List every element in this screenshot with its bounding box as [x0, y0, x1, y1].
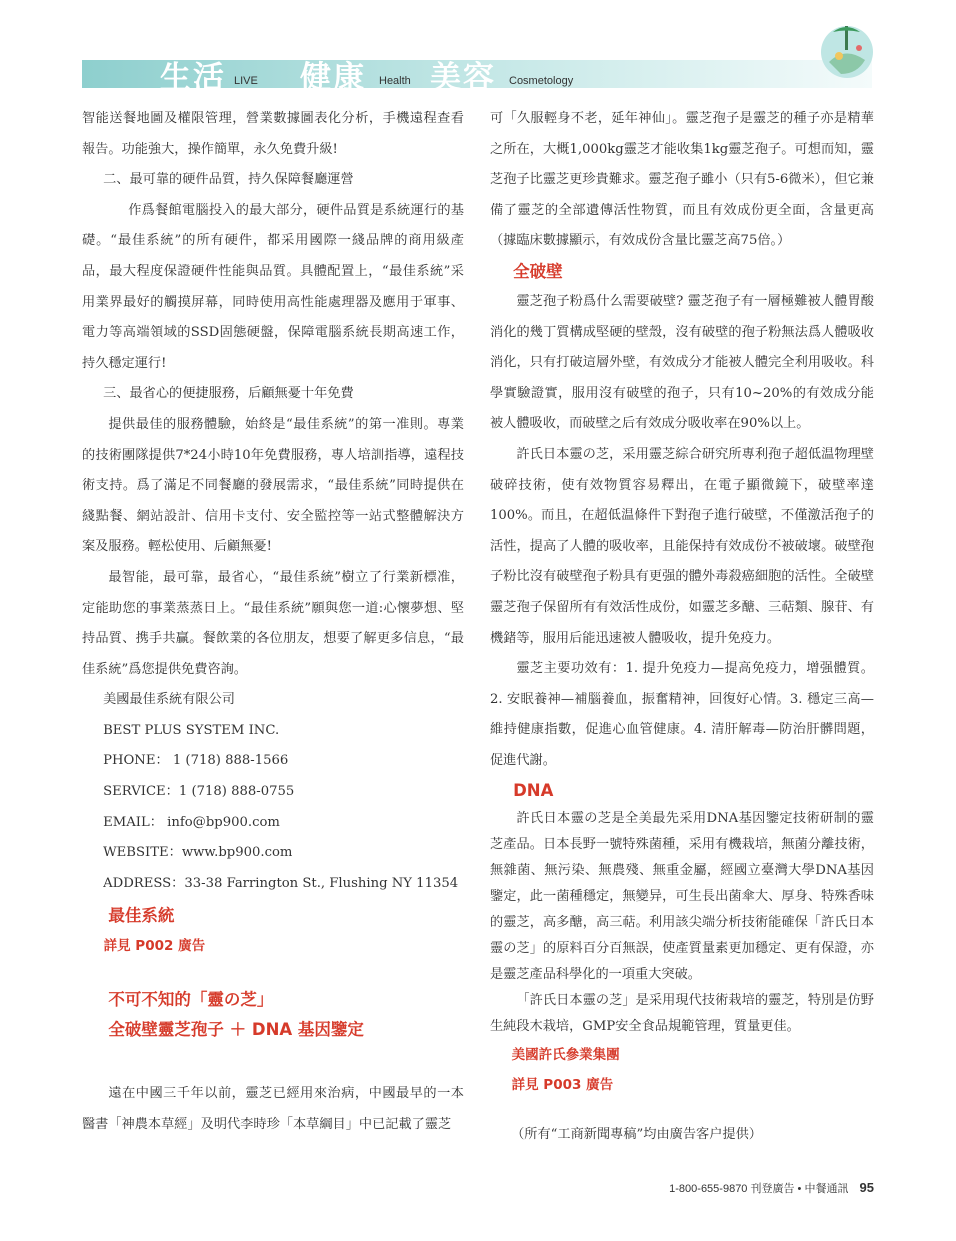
contact-service: SERVICE：1 (718) 888-0755 [103, 784, 295, 800]
left-paragraph-1: 智能送餐地圖及權限管理，營業數據圖表化分析，手機遠程查看報告。功能強大，操作簡單，永久免費升級! [82, 111, 464, 157]
footer-label: 刊登廣告 • 中餐通訊 [750, 1183, 849, 1195]
globe-icon [815, 18, 879, 82]
see-ad-p002: 詳見 P002 廣告 [103, 938, 206, 955]
right-paragraph-5: 許氏日本靈の芝是全美最先采用DNA基因鑒定技術研制的靈芝產品。日本長野一號特殊菌種，采用有機栽培，無菌分離技術，無雜菌、無污染、無農殘、無重金屬，經國立臺灣大學DNA基因鑒定，此一菌種穩定，無變异，可生長出菌傘大、厚身、特殊香味的靈芝，高多醣，高三萜。利用該尖端分析技術能確保「許氏日本靈の芝」的原料百分百無誤，使產質量素更加穩定、更有保證，亦是靈芝產品科學化的一項重大突破。 [490, 811, 874, 983]
banner-en-health: Health [379, 75, 411, 87]
left-paragraph-3: 提供最佳的服務體驗，始終是“最佳系統”的第一准則。專業的技術團隊提供7*24小時10年免費服務，專人培訓指導，遠程技術支持。爲了滿足不同餐廳的發展需求，“最佳系統”同時提供在綫點餐、網站設計、信用卡支付、安全監控等一站式整體解決方案及服務。輕松使用、后顧無憂! [82, 416, 464, 555]
right-column [490, 104, 874, 1151]
article-title-1: 不可不知的「靈の芝」 [108, 990, 274, 1010]
section-banner [82, 60, 872, 96]
article-title-2: 全破壁靈芝孢子 ＋ DNA 基因鑒定 [108, 1020, 364, 1040]
banner-word-beauty: 美容 [430, 60, 496, 96]
banner-en-live: LIVE [234, 75, 258, 87]
banner-en-cosmetology: Cosmetology [509, 75, 574, 87]
contact-company: 美國最佳系統有限公司 [103, 692, 235, 708]
contact-phone: PHONE： 1 (718) 888-1566 [103, 753, 289, 769]
heading-dna: DNA [513, 781, 554, 801]
right-paragraph-1: 可「久服輕身不老，延年神仙」。靈芝孢子是靈芝的種子亦是精華之所在，大概1,000kg靈芝才能收集1kg靈芝孢子。可想而知，靈芝孢子比靈芝更珍貴難求。靈芝孢子雖小（只有5-6微米），但它兼備了靈芝的全部遺傳活性物質，而且有效成份更全面，含量更高（據臨床數據顯示，有效成份含量比靈芝高75倍。） [490, 111, 874, 249]
left-heading-3: 三、最省心的便捷服務，后顧無憂十年免費 [103, 386, 354, 402]
page-number: 95 [859, 1180, 874, 1195]
left-heading-2: 二、最可靠的硬件品質，持久保障餐廳運營 [103, 172, 354, 188]
right-paragraph-6: 「許氏日本靈の芝」是采用現代技術栽培的靈芝，特別是仿野生純段木栽培，GMP安全食品規範管理，質量更佳。 [490, 993, 874, 1035]
contact-email: EMAIL： info@bp900.com [103, 814, 280, 830]
left-paragraph-2: 作爲餐館電腦投入的最大部分，硬件品質是系統運行的基礎。“最佳系統”的所有硬件，都采用國際一綫品牌的商用級產品，最大程度保證硬件性能與品質。具體配置上，“最佳系統”采用業界最好的觸摸屏幕，同時使用高性能處理器及應用于軍事、電力等高端領域的SSD固態硬盤，保障電腦系統長期高速工作，持久穩定運行! [82, 202, 464, 371]
brand-best-system: 最佳系統 [108, 906, 175, 926]
contact-website: WEBSITE：www.bp900.com [103, 845, 293, 861]
footer-phone: 1-800-655-9870 [669, 1183, 748, 1195]
see-ad-p003: 詳見 P003 廣告 [511, 1077, 614, 1094]
brand-hsu-group: 美國許氏參業集團 [511, 1047, 620, 1064]
banner-word-health: 健康 [300, 60, 366, 96]
left-paragraph-5: 遠在中國三千年以前，靈芝已經用來治病，中國最早的一本醫書「神農本草經」及明代李時珍「本草綱目」中已記載了靈芝 [82, 1086, 464, 1133]
page-footer [669, 1180, 874, 1196]
left-paragraph-4: 最智能，最可靠，最省心，“最佳系統”樹立了行業新標准，定能助您的事業蒸蒸日上。“最佳系統”願與您一道:心懷夢想、堅持品質、携手共贏。餐飲業的各位朋友，想要了解更多信息，“最佳系統”爲您提供免費咨詢。 [82, 569, 464, 677]
left-column [82, 104, 464, 1141]
contact-company-en: BEST PLUS SYSTEM INC. [103, 722, 280, 738]
heading-full-break: 全破壁 [513, 261, 563, 281]
right-paragraph-4: 靈芝主要功效有：1. 提升免疫力—提高免疫力，增强體質。2. 安眠養神—補腦養血，振奮精神，回復好心情。3. 穩定三高—維持健康指數，促進心血管健康。4. 清肝解毒—防治肝髒問題，促進代謝。 [490, 661, 874, 768]
right-paragraph-2: 靈芝孢子粉爲什么需要破壁? 靈芝孢子有一層極難被人體胃酸消化的幾丁質構成堅硬的壁殼，沒有破壁的孢子粉無法爲人體吸收消化，只有打破這層外壁，有效成分才能被人體完全利用吸收。科學實驗證實，服用沒有破壁的孢子，只有10~20%的有效成分能被人體吸收，而破壁之后有效成分吸收率在90%以上。 [490, 293, 874, 432]
banner-word-life: 生活 [160, 60, 226, 96]
advertiser-note: （所有“工商新聞專稿”均由廣告客户提供） [511, 1127, 762, 1143]
right-paragraph-3: 許氏日本靈の芝，采用靈芝綜合研究所專利孢子超低温物理壁破碎技術，使有效物質容易釋出，在電子顯微鏡下，破壁率達100%。而且，在超低温條件下對孢子進行破壁，不僅激活孢子的活性，提高了人體的吸收率，且能保持有效成份不被破壞。破壁孢子粉比沒有破壁孢子粉具有更强的體外毒殺癌細胞的活性。全破壁靈芝孢子保留所有有效活性成份，如靈芝多醣、三萜類、腺苷、有機鍺等，服用后能迅速被人體吸收，提升免疫力。 [490, 446, 874, 646]
contact-address: ADDRESS：33-38 Farrington St., Flushing NY 11354 [103, 875, 459, 891]
